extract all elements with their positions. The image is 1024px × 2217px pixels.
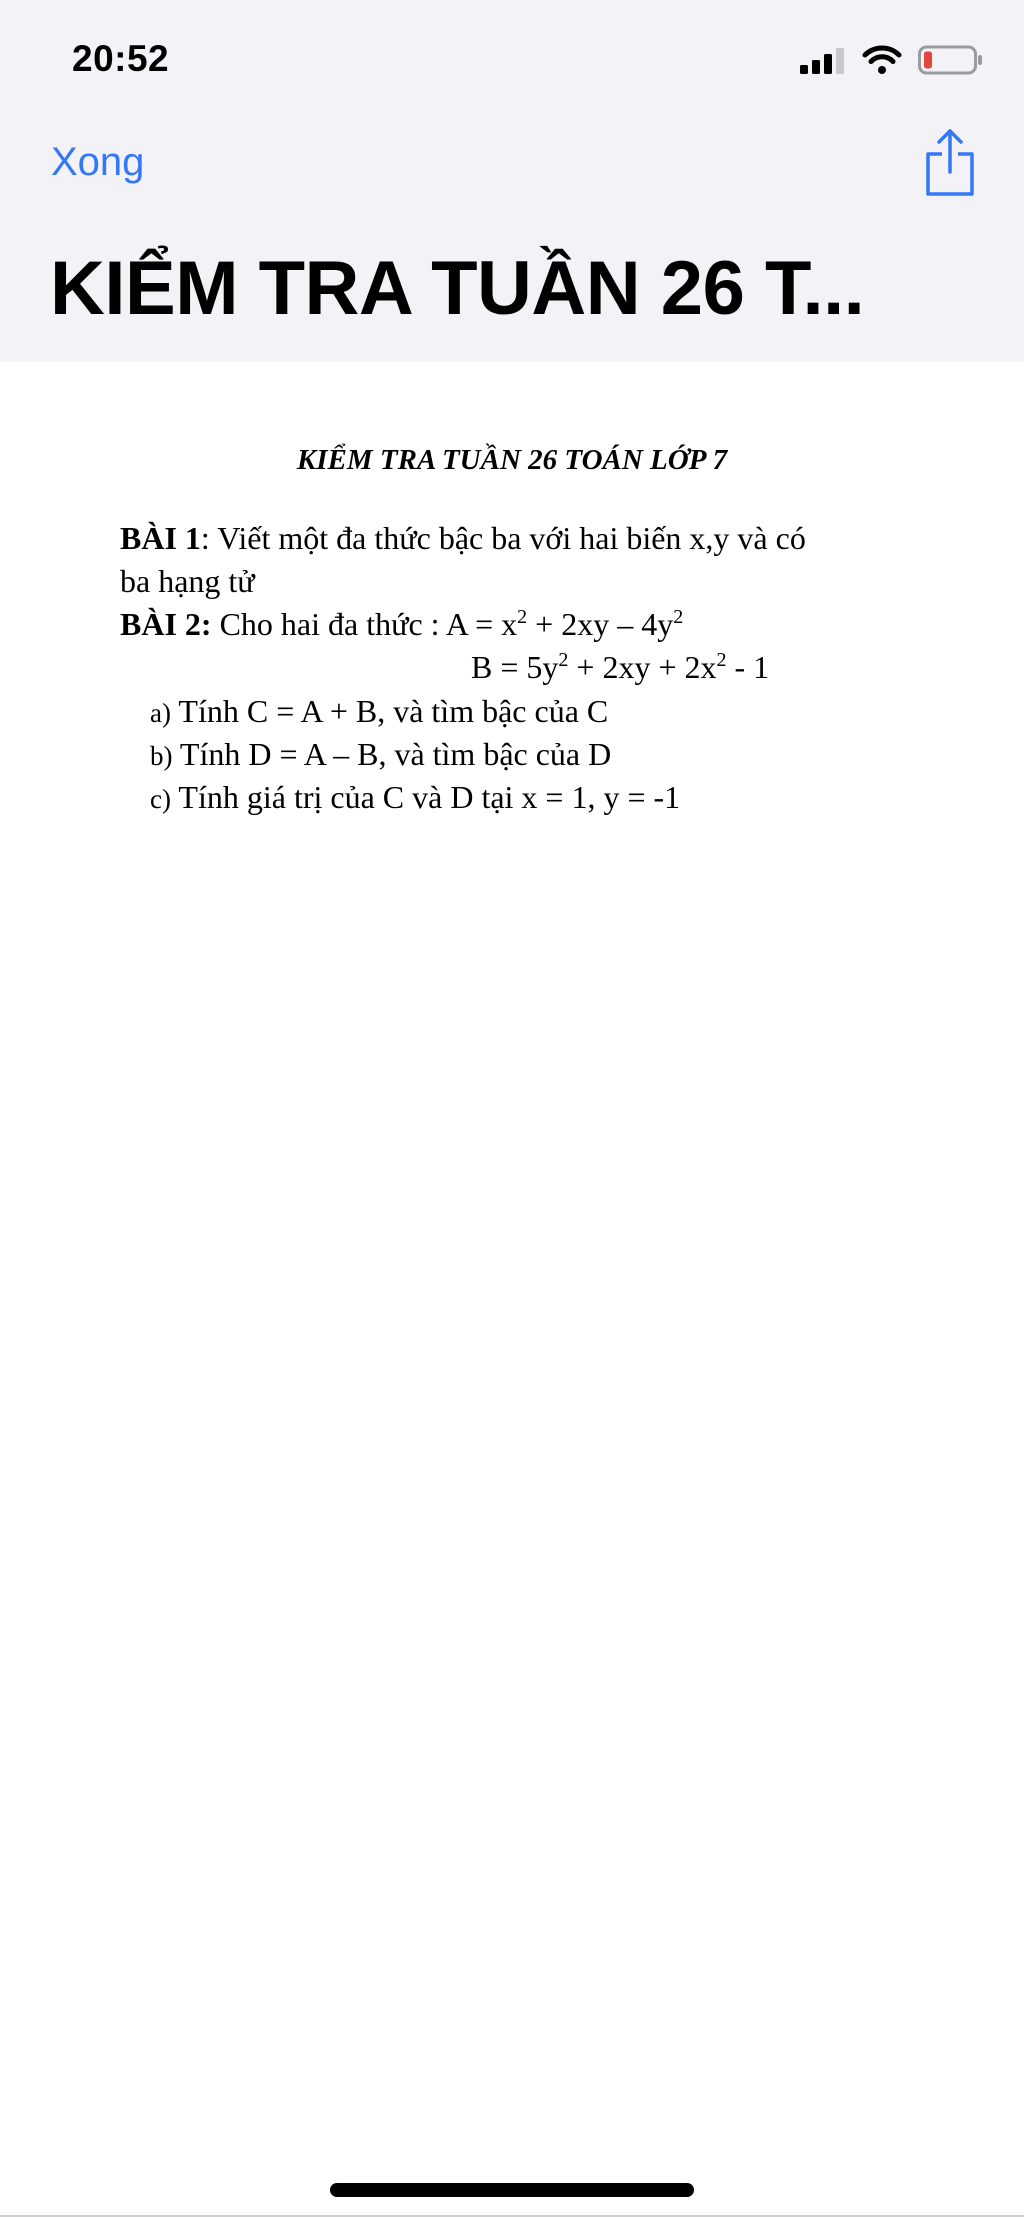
list-item-text: Tính C = A + B, và tìm bậc của C <box>170 693 609 729</box>
status-time: 20:52 <box>72 38 170 79</box>
signal-icon <box>798 46 846 79</box>
bai1-label: BÀI 1 <box>120 520 201 556</box>
list-item <box>150 738 611 770</box>
exponent: 2 <box>673 606 684 628</box>
document-title: KIỂM TRA TUẦN 26 TOÁN LỚP 7 <box>296 444 728 476</box>
bai1-line <box>120 522 806 554</box>
bai1-line2: ba hạng tử <box>120 563 255 599</box>
nav-header <box>0 0 1024 362</box>
polynomial-a-part1: Cho hai đa thức : A = x <box>211 606 518 642</box>
polynomial-b <box>471 651 769 683</box>
exponent: 2 <box>716 649 727 671</box>
list-item-text: Tính giá trị của C và D tại x = 1, y = -1 <box>170 779 681 815</box>
share-icon[interactable] <box>924 128 976 198</box>
wifi-icon <box>862 45 902 80</box>
list-item <box>150 781 680 813</box>
exponent: 2 <box>558 649 569 671</box>
bai2-label: BÀI 2: <box>120 606 212 642</box>
polynomial-b-part3: - 1 <box>726 649 770 685</box>
polynomial-a-part2: + 2xy – 4y <box>527 606 674 642</box>
polynomial-b-part2: + 2xy + 2x <box>568 649 717 685</box>
done-button[interactable]: Xong <box>51 140 145 184</box>
list-item <box>150 695 608 727</box>
bai2-line <box>120 608 683 640</box>
list-item-label: a) <box>150 698 171 728</box>
bai1-text: : Viết một đa thức bậc ba với hai biến x,y và có <box>200 520 806 556</box>
polynomial-b-part1: B = 5y <box>471 649 559 685</box>
exponent: 2 <box>517 606 528 628</box>
list-item-label: c) <box>150 784 171 814</box>
list-item-text: Tính D = A – B, và tìm bậc của D <box>172 736 612 772</box>
list-item-label: b) <box>150 741 173 771</box>
document-page <box>0 362 1024 2217</box>
home-indicator[interactable] <box>330 2183 694 2197</box>
page-title: KIỂM TRA TUẦN 26 T... <box>50 246 865 331</box>
battery-icon <box>918 44 984 81</box>
status-icons <box>798 44 984 80</box>
